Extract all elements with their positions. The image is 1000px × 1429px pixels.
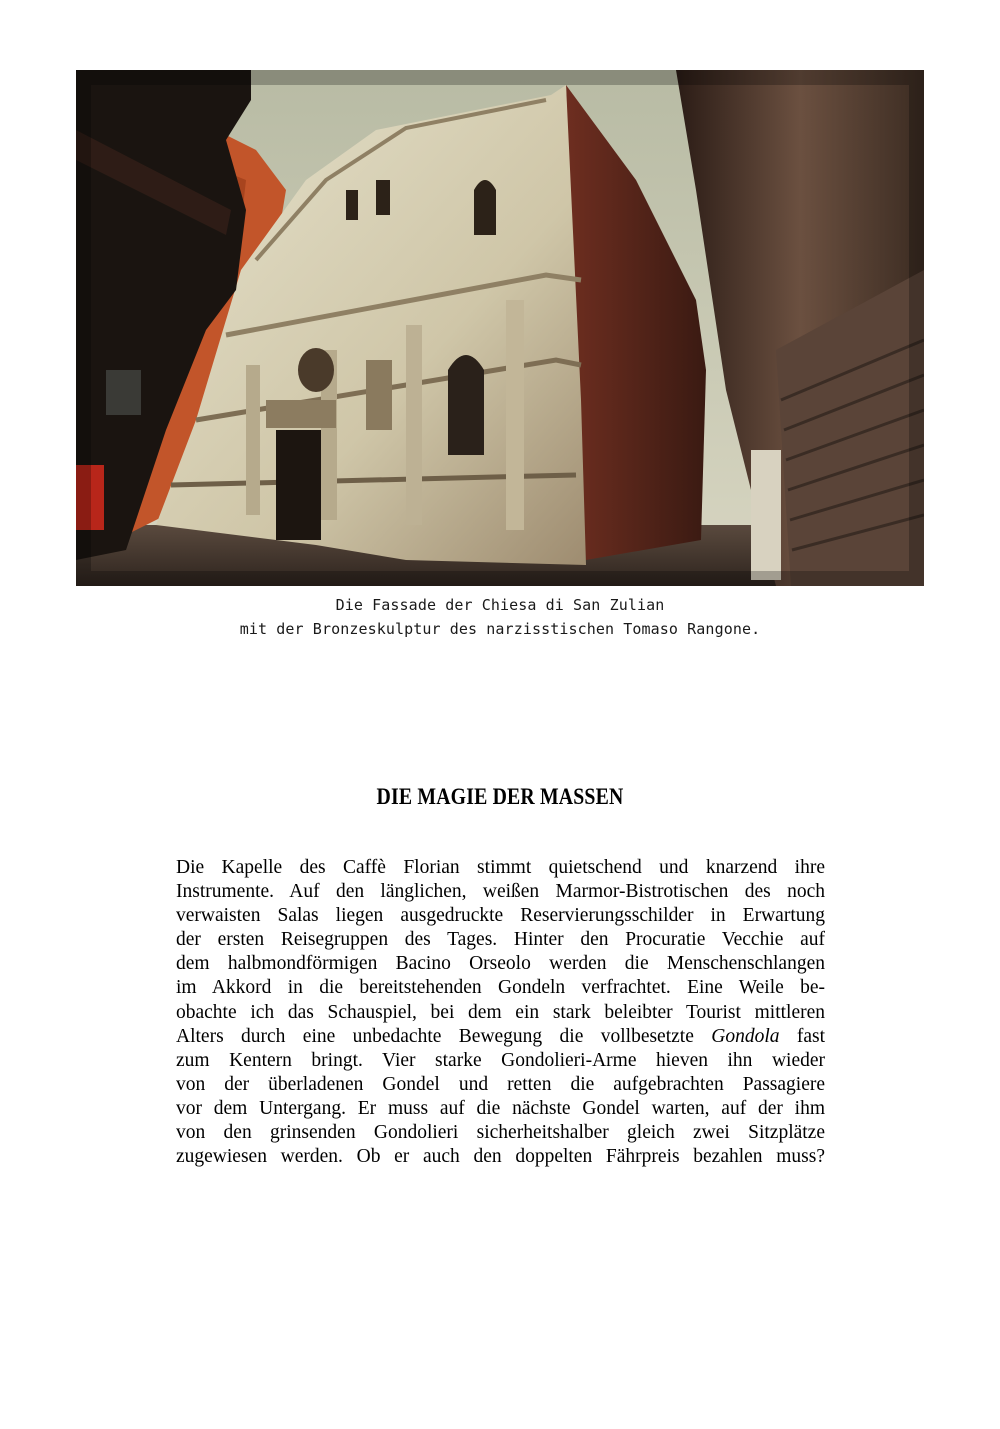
paragraph-line: zum Kentern bringt. Vier starke Gondolieri-Arme hieven ihn wieder xyxy=(176,1049,825,1071)
caption-line: Die Fassade der Chiesa di San Zulian xyxy=(335,596,665,614)
line-text: Alters durch eine unbedachte Bewegung die vollbesetzte xyxy=(176,1025,694,1047)
paragraph-line-with-italic xyxy=(176,1025,825,1049)
paragraph-line: dem halbmondförmigen Bacino Orseolo werden die Menschenschlangen xyxy=(176,953,825,975)
church-facade-photo xyxy=(76,70,924,586)
photo-caption xyxy=(0,593,1000,641)
section-heading: DIE MAGIE DER MASSEN xyxy=(376,784,624,809)
paragraph-line: verwaisten Salas liegen ausgedruckte Reservierungsschilder in Erwartung xyxy=(176,905,825,927)
paragraph-line: Die Kapelle des Caffè Florian stimmt quietschend und knarzend ihre xyxy=(176,857,825,878)
paragraph-line: im Akkord in die bereitstehenden Gondeln verfrachtet. Eine Weile be- xyxy=(176,977,825,999)
line-text: fast xyxy=(796,1025,826,1047)
article-paragraph xyxy=(176,856,825,1169)
paragraph-line: von der überladenen Gondel und retten die aufgebrachten Passagiere xyxy=(176,1073,825,1095)
caption-line: mit der Bronzeskulptur des narzisstischen Tomaso Rangone. xyxy=(239,620,761,638)
paragraph-line: der ersten Reisegruppen des Tages. Hinter den Procuratie Vecchie auf xyxy=(176,929,825,951)
paragraph-line: Instrumente. Auf den länglichen, weißen Marmor-Bistrotischen des noch xyxy=(176,881,825,903)
paragraph-line: von den grinsenden Gondolieri sicherheitshalber gleich zwei Sitzplätze xyxy=(176,1122,825,1144)
paragraph-line: obachte ich das Schauspiel, bei dem ein stark beleibter Tourist mittleren xyxy=(176,1001,825,1023)
italic-term: Gondola xyxy=(711,1025,780,1047)
paragraph-line: vor dem Untergang. Er muss auf die nächste Gondel warten, auf der ihm xyxy=(176,1097,825,1119)
paragraph-line: zugewiesen werden. Ob er auch den doppelten Fährpreis bezahlen muss? xyxy=(176,1146,825,1168)
